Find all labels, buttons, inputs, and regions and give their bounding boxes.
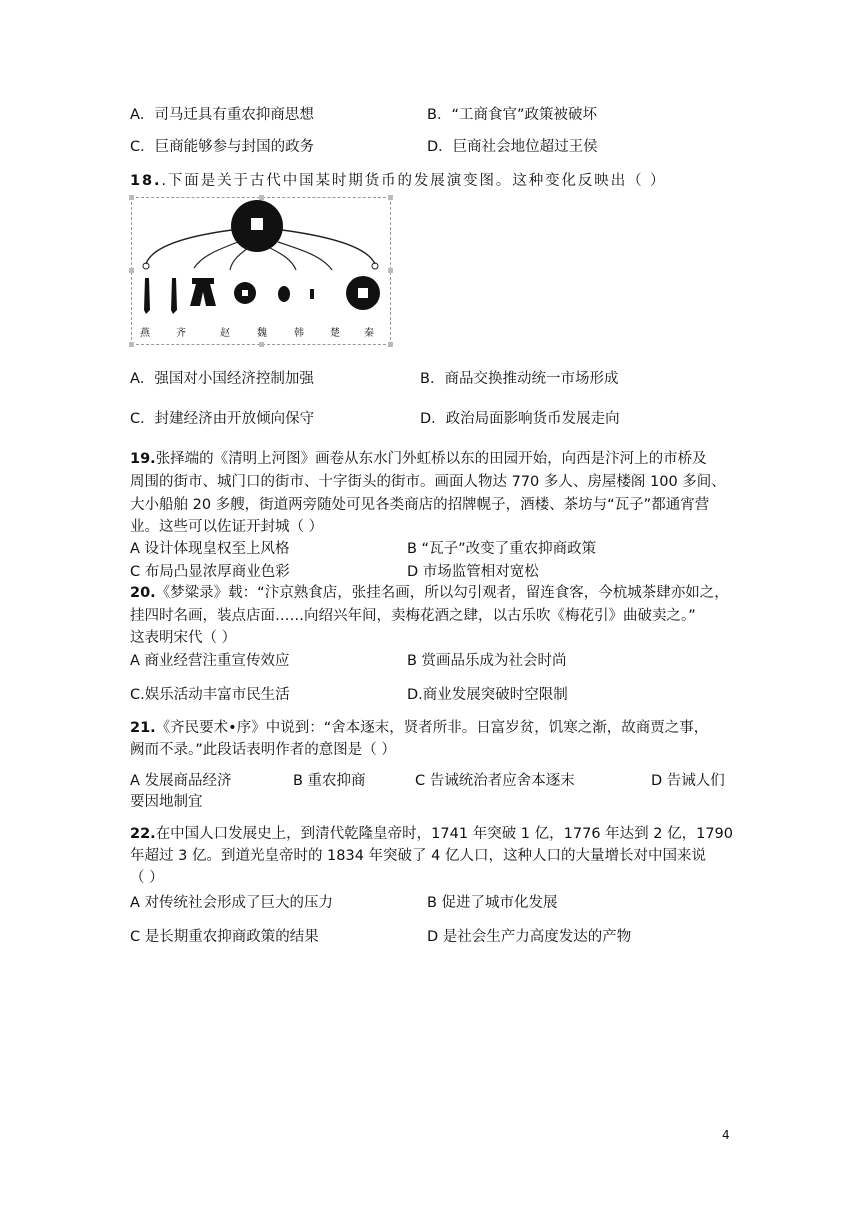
q19-options-row-2	[130, 561, 730, 583]
q20-option-c: C.娱乐活动丰富市民生活	[130, 687, 290, 703]
q18-options-row-2	[130, 408, 730, 430]
q22-option-c: C 是长期重农抑商政策的结果	[130, 929, 319, 945]
q22-option-b: B 促进了城市化发展	[427, 895, 558, 911]
q18-options-row-1	[130, 368, 730, 390]
knife-coin-icon	[171, 278, 177, 314]
arrow-curve-icon	[270, 248, 296, 270]
knife-coin-icon	[144, 278, 150, 314]
q19-option-a: A 设计体现皇权至上风格	[130, 541, 290, 557]
q18-option-c: C．封建经济由开放倾向保守	[130, 411, 315, 427]
caption-zhao: 赵	[220, 328, 230, 339]
q19-option-d: D 市场监管相对宽松	[407, 564, 539, 580]
q18-stem	[130, 171, 666, 191]
q17-option-c: C．巨商能够参与封国的政务	[130, 139, 315, 155]
q22-line-3: （ ）	[130, 870, 164, 886]
q19-text-1: 张择端的《清明上河图》画卷从东水门外虹桥以东的田园开始，向西是汴河上的市桥及	[155, 451, 707, 467]
q20-text-1: 《梦粱录》载：“汴京熟食店，张挂名画，所以勾引观者，留连食客，今杭城茶肆亦如之，	[155, 585, 729, 601]
arrow-curve-icon	[278, 242, 332, 270]
caption-yan: 燕	[140, 328, 150, 339]
q21-number: 21.	[130, 720, 156, 736]
q17-options-row-2	[130, 136, 730, 158]
q20-number: 20.	[130, 585, 156, 601]
arrow-curve-icon	[282, 230, 375, 264]
q22-text-1: 在中国人口发展史上，到清代乾隆皇帝时，1741 年突破 1 亿，1776 年达到 2 亿，1790	[155, 826, 733, 842]
figure-handle	[388, 268, 393, 273]
spade-coin-icon	[190, 278, 216, 306]
q19-options-row-1	[130, 538, 730, 560]
q22-options-row-1	[130, 892, 730, 914]
figure-handle	[129, 195, 134, 200]
currency-evolution-drawing	[132, 198, 390, 344]
caption-qi: 齐	[176, 328, 186, 339]
q20-options-row-1	[130, 650, 730, 672]
q21-option-a: A 发展商品经济	[130, 773, 232, 789]
q18-option-b: B．商品交换推动统一市场形成	[420, 371, 619, 387]
figure-handle	[259, 342, 264, 347]
q17-option-a: A．司马迁具有重农抑商思想	[130, 107, 314, 123]
figure-handle	[259, 195, 264, 200]
caption-chu: 楚	[330, 328, 340, 339]
figure-handle	[129, 268, 134, 273]
q22-option-d: D 是社会生产力高度发达的产物	[427, 929, 632, 945]
q20-line-3: 这表明宋代（ ）	[130, 630, 237, 646]
q22-option-a: A 对传统社会形成了巨大的压力	[130, 895, 334, 911]
q17-option-b: B．“工商食官”政策被破坏	[427, 107, 597, 123]
q19-option-b: B “瓦子”改变了重农抑商政策	[407, 541, 597, 557]
ant-nose-coin-icon	[278, 286, 290, 302]
arrow-curve-icon	[146, 230, 232, 264]
currency-evolution-figure	[131, 197, 391, 345]
coin-square-hole-icon	[358, 288, 368, 298]
caption-han: 韩	[294, 328, 304, 339]
q21-option-c: C 告诫统治者应舍本逐末	[415, 773, 575, 789]
q17-options-row-1	[130, 104, 730, 126]
caption-qin: 秦	[364, 328, 374, 339]
q21-option-d: D 告诫人们	[651, 773, 725, 789]
q20-option-b: B 赏画品乐成为社会时尚	[407, 653, 567, 669]
arrow-curve-icon	[230, 248, 248, 270]
q18-option-d: D．政治局面影响货币发展走向	[420, 411, 620, 427]
q20-option-d: D.商业发展突破时空限制	[407, 687, 568, 703]
page-number: 4	[722, 1128, 730, 1142]
q21-option-d-continuation: 要因地制宜	[130, 794, 203, 810]
caption-wei: 魏	[257, 328, 267, 339]
q20-line-1	[130, 583, 729, 603]
q18-stem-text: .下面是关于古代中国某时期货币的发展演变图。这种变化反映出（ ）	[161, 173, 667, 189]
coin-square-hole-icon	[251, 218, 263, 230]
q19-option-c: C 布局凸显浓厚商业色彩	[130, 564, 290, 580]
q22-number: 22.	[130, 826, 156, 842]
q19-line-2: 周围的街市、城门口的街市、十字街头的街市。画面人物达 770 多人、房屋楼阁 100 多间、	[130, 474, 726, 490]
q19-line-4: 业。这些可以佐证开封城（ ）	[130, 519, 324, 535]
q19-line-1	[130, 449, 707, 469]
q22-line-2: 年超过 3 亿。到道光皇帝时的 1834 年突破了 4 亿人口，这种人口的大量增长对中国来说	[130, 848, 707, 864]
q18-option-a: A．强国对小国经济控制加强	[130, 371, 314, 387]
q18-number: 18.	[130, 173, 162, 189]
q20-line-2: 挂四时名画，装点店面……向绍兴年间，卖梅花酒之肆，以古乐吹《梅花引》曲破卖之。”	[130, 608, 696, 624]
q19-line-3: 大小船舶 20 多艘，街道两旁随处可见各类商店的招牌幌子，酒楼、茶坊与“瓦子”都通宵营	[130, 497, 710, 513]
q22-options-row-2	[130, 926, 730, 948]
q21-option-b: B 重农抑商	[293, 773, 366, 789]
small-coin-icon	[310, 289, 314, 299]
q17-option-d: D．巨商社会地位超过王侯	[427, 139, 598, 155]
q20-options-row-2	[130, 684, 730, 706]
q21-line-1	[130, 718, 708, 738]
q19-number: 19.	[130, 451, 156, 467]
figure-handle	[388, 342, 393, 347]
q21-line-2: 阙而不录。”此段话表明作者的意图是（ ）	[130, 742, 396, 758]
q21-options-row-1	[130, 770, 730, 792]
figure-handle	[388, 195, 393, 200]
q21-text-1: 《齐民要术•序》中说到：“舍本逐末，贤者所非。日富岁贫，饥寒之渐，故商贾之事，	[155, 720, 709, 736]
q22-line-1	[130, 824, 733, 844]
figure-handle	[129, 342, 134, 347]
coin-hole-icon	[242, 290, 248, 296]
q20-option-a: A 商业经营注重宣传效应	[130, 653, 290, 669]
